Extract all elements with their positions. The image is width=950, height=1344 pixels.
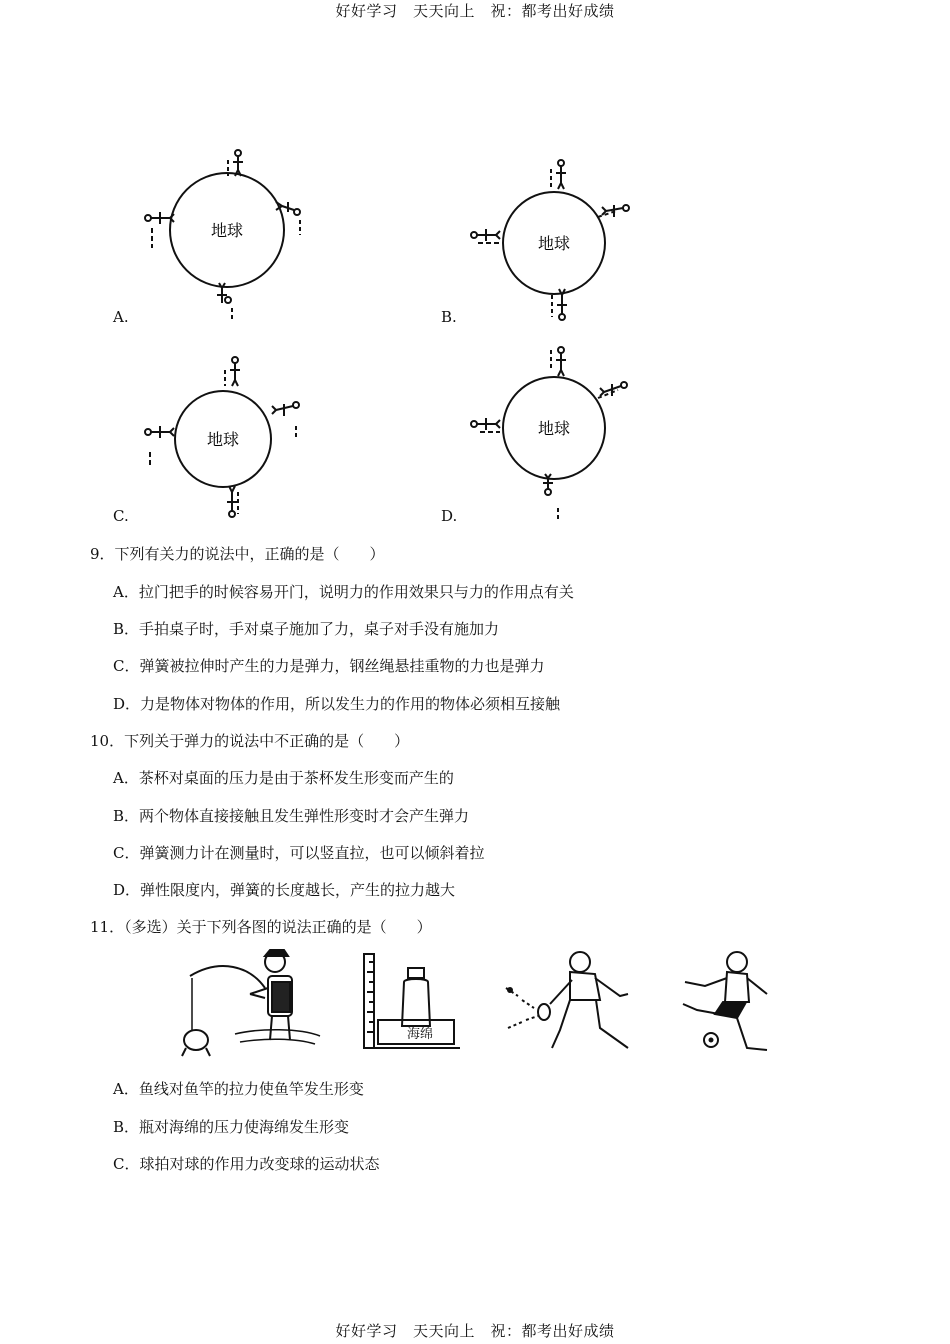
page-header: 好好学习 天天向上 祝：都考出好成绩 [335,2,615,20]
person-icon [227,486,238,517]
question-10-option-a: A．茶杯对桌面的压力是由于茶杯发生形变而产生的 [113,769,454,787]
earth-label: 地球 [537,234,571,253]
question-10-option-d: D．弹性限度内，弹簧的长度越长，产生的拉力越大 [113,881,456,899]
question-9-stem: 9．下列有关力的说法中，正确的是（ ） [90,545,385,563]
earth-label: 地球 [537,419,571,438]
person-icon [217,283,232,322]
sponge-label: 海绵 [406,1027,434,1042]
question-10-option-c: C．弹簧测力计在测量时，可以竖直拉，也可以倾斜着拉 [113,844,485,862]
question-11-option-a: A．鱼线对鱼竿的拉力使鱼竿发生形变 [113,1080,364,1098]
option-c-label: C. [113,507,129,525]
person-icon [598,382,627,398]
football-figure [675,948,780,1058]
bottle-sponge-figure [360,952,465,1052]
question-11-option-c: C．球拍对球的作用力改变球的运动状态 [113,1155,380,1173]
person-icon [145,426,174,466]
person-icon [276,202,300,235]
question-11-option-b: B．瓶对海绵的压力使海绵发生形变 [113,1118,350,1136]
question-11-stem: 11．（多选）关于下列各图的说法正确的是（ ） [90,918,432,936]
person-icon [551,347,566,376]
question-10-option-b: B．两个物体直接接触且发生弹性形变时才会产生弹力 [113,807,470,825]
figure-option-a [140,140,320,330]
figure-option-b [466,155,646,330]
question-9-option-c: C．弹簧被拉伸时产生的力是弹力，钢丝绳悬挂重物的力也是弹力 [113,657,545,675]
question-9-option-d: D．力是物体对物体的作用，所以发生力的作用的物体必须相互接触 [113,695,561,713]
question-9-option-a: A．拉门把手的时候容易开门，说明力的作用效果只与力的作用点有关 [113,583,574,601]
earth-label: 地球 [210,221,244,240]
question-10-stem: 10．下列关于弹力的说法中不正确的是（ ） [90,732,410,750]
table-tennis-figure [500,948,645,1058]
person-icon [471,418,500,432]
person-icon [272,402,299,440]
earth-label: 地球 [206,430,240,449]
person-icon [598,205,629,217]
option-d-label: D. [441,507,458,525]
person-icon [471,229,500,243]
fisherman-figure [180,948,325,1063]
option-a-label: A. [113,308,129,326]
option-b-label: B. [441,308,457,326]
question-9-option-b: B．手拍桌子时，手对桌子施加了力，桌子对手没有施加力 [113,620,500,638]
figure-option-d [466,340,646,525]
figure-option-c [140,352,320,527]
person-icon [543,474,558,522]
person-icon [225,357,240,386]
person-icon [551,160,566,189]
page-footer: 好好学习 天天向上 祝：都考出好成绩 [335,1322,615,1340]
